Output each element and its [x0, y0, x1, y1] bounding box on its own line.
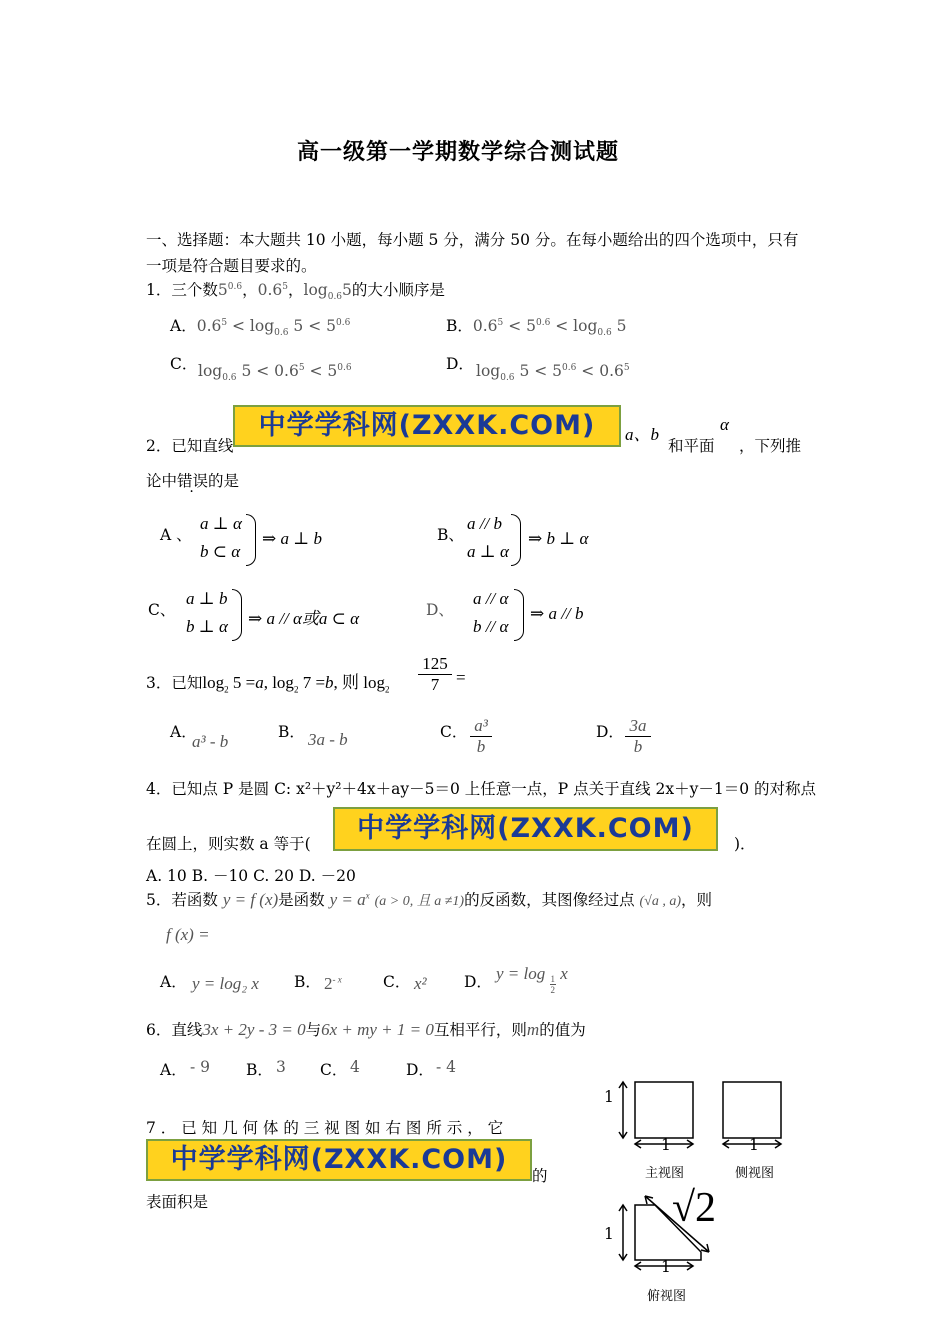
q5-stem: 5．若函数 y = f (x)是函数 $y = a^x$ (a > 0, 且 a ≠1)的反函数，其图像经过点 (√a , a)，则 — [146, 890, 713, 909]
q5-fx-line: f (x) = — [166, 925, 210, 944]
q7-front-view — [635, 1082, 693, 1138]
q7-top-height-label: 1 — [604, 1225, 614, 1243]
q7-front-height-label: 1 — [604, 1088, 614, 1106]
q3-a-label: A． — [170, 723, 197, 741]
q7-side-view-label: 侧视图 — [735, 1166, 775, 1181]
q3-stem: 3．已知$\log_2 5 =a$, $\log_2 7 =b$, 则 $\log_2$ — [146, 673, 390, 695]
q6-stem: 6．直线3x + 2y - 3 = 0与6x + my + 1 = 0互相平行，则m的值为 — [146, 1020, 586, 1039]
q2-d-premise2: b // α — [473, 617, 509, 636]
q6-a-label: A． — [160, 1061, 187, 1079]
q5-d-label: D． — [464, 973, 492, 991]
q3-c-frac: $\frac{\text{a³}}{b}$ — [470, 716, 492, 757]
q2-b-result: ⇒ b ⊥ α — [528, 529, 589, 548]
q4-stem-line2-end: )． — [734, 835, 756, 853]
q5-b-label: B． — [294, 973, 321, 991]
q1-option-d: $\log_{0.6} 5 < 5^{0.6} < 0.6^5$ — [476, 362, 630, 384]
q2-d-label: D、 — [426, 601, 454, 619]
q2-d-result: ⇒ a // b — [530, 604, 584, 623]
q2-a-premise2: b ⊂ α — [200, 542, 241, 561]
watermark-logo: 中学学科网(ZXXK.COM) — [146, 1139, 532, 1181]
q2-stem-line2: 论中错误的是 — [146, 472, 240, 490]
q2-stem-post: ，下列推 — [739, 437, 802, 455]
q3-fraction: $\frac{125}{7}$ — [418, 654, 452, 695]
section-intro-line2: 一项是符合题目要求的。 — [146, 257, 317, 275]
q6-c-label: C． — [320, 1061, 348, 1079]
q4-stem-line2: 在圆上，则实数 a 等于( — [146, 835, 311, 853]
q3-b-label: B． — [278, 723, 305, 741]
q4-stem-line1: 4．已知点 P 是圆 C: x²＋y²＋4x＋ay－5＝0 上任意一点，P 点关于直线 2x＋y－1＝0 的对称点 — [146, 780, 817, 798]
q6-d-value: - 4 — [436, 1058, 457, 1076]
q2-stem-pre: 2．已知直线 — [146, 437, 234, 455]
q5-d-expr: $y = \log \frac{1}{2}$ x — [496, 964, 568, 995]
q2-a-brace — [246, 514, 256, 566]
page-title: 高一级第一学期数学综合测试题 — [297, 139, 620, 165]
q1-option-c: $\log_{0.6} 5 < 0.6^5 < 5^{0.6}$ — [198, 362, 352, 384]
q2-a-result: ⇒ a ⊥ b — [262, 529, 322, 548]
q4-options: A. 10 B. －10 C. 20 D. －20 — [146, 867, 356, 885]
q6-a-value: - 9 — [190, 1058, 211, 1076]
section-intro-line1: 一、选择题：本大题共 10 小题，每小题 5 分，满分 50 分。在每小题给出的四个选项中，只有 — [146, 231, 799, 249]
q2-c-premise1: a ⊥ b — [186, 589, 228, 608]
q6-b-value: 3 — [276, 1058, 286, 1076]
q7-top-view-label: 俯视图 — [647, 1289, 687, 1304]
q2-d-brace — [514, 589, 524, 641]
q3-d-frac: $\frac{3a}{b}$ — [625, 716, 651, 757]
q2-c-label: C、 — [148, 601, 176, 619]
q2-d-premise1: a // α — [473, 589, 509, 608]
watermark-logo: 中学学科网(ZXXK.COM) — [333, 807, 718, 851]
q2-lines-ab: a、b — [625, 425, 659, 444]
q3-c-label: C． — [440, 723, 468, 741]
q5-c-label: C． — [383, 973, 411, 991]
q2-b-brace — [511, 514, 521, 566]
q6-d-label: D． — [406, 1061, 434, 1079]
q1-option-c-label: C． — [170, 355, 198, 373]
q1-option-a: A．$0.6^5 < \log_{0.6} 5 < 5^{0.6}$ — [170, 317, 351, 339]
q7-stem-line1: 7 ． 已 知 几 何 体 的 三 视 图 如 右 图 所 示 ， 它 — [146, 1119, 504, 1137]
q1-option-d-label: D． — [446, 355, 474, 373]
q7-side-view — [723, 1082, 781, 1138]
q2-c-result: ⇒ a // α或a ⊂ α — [248, 609, 360, 628]
q2-c-premise2: b ⊥ α — [186, 617, 228, 636]
q2-a-premise1: a ⊥ α — [200, 514, 242, 533]
q7-top-width-label: 1 — [661, 1258, 671, 1276]
q6-b-label: B． — [246, 1061, 273, 1079]
q5-c-expr: x² — [414, 974, 427, 993]
q7-side-width-label: 1 — [749, 1136, 759, 1154]
watermark-logo: 中学学科网(ZXXK.COM) — [233, 405, 621, 447]
q3-equals: = — [456, 668, 466, 687]
q7-stem-line2-end: 的 — [532, 1167, 548, 1185]
q7-sqrt2-label: √2 — [672, 1185, 717, 1231]
q2-plane-text: 和平面 — [668, 437, 715, 455]
q7-stem-line3: 表面积是 — [146, 1193, 209, 1211]
q1-stem: 1．三个数$5^{0.6}$，$0.6^5$，$\log_{0.6}5$的大小顺序是 — [146, 281, 445, 303]
q5-b-expr: $2^{- x}$ — [324, 974, 342, 993]
q7-front-view-label: 主视图 — [645, 1166, 685, 1181]
q2-alpha: α — [720, 415, 729, 434]
q7-front-width-label: 1 — [661, 1136, 671, 1154]
q3-a-expr: a³ - b — [192, 732, 229, 751]
q3-d-label: D． — [596, 723, 624, 741]
q2-c-brace — [232, 589, 242, 641]
q6-c-value: 4 — [350, 1058, 360, 1076]
q2-b-premise1: a // b — [467, 514, 502, 533]
q5-a-expr: y = log₂ x — [192, 974, 259, 993]
q2-b-label: B、 — [437, 526, 464, 544]
q3-b-expr: 3a - b — [308, 730, 348, 749]
q2-b-premise2: a ⊥ α — [467, 542, 509, 561]
q1-option-b: B．$0.6^5 < 5^{0.6} < \log_{0.6} 5$ — [446, 317, 627, 339]
q5-a-label: A． — [160, 973, 187, 991]
q2-a-label: A 、 — [160, 526, 192, 544]
